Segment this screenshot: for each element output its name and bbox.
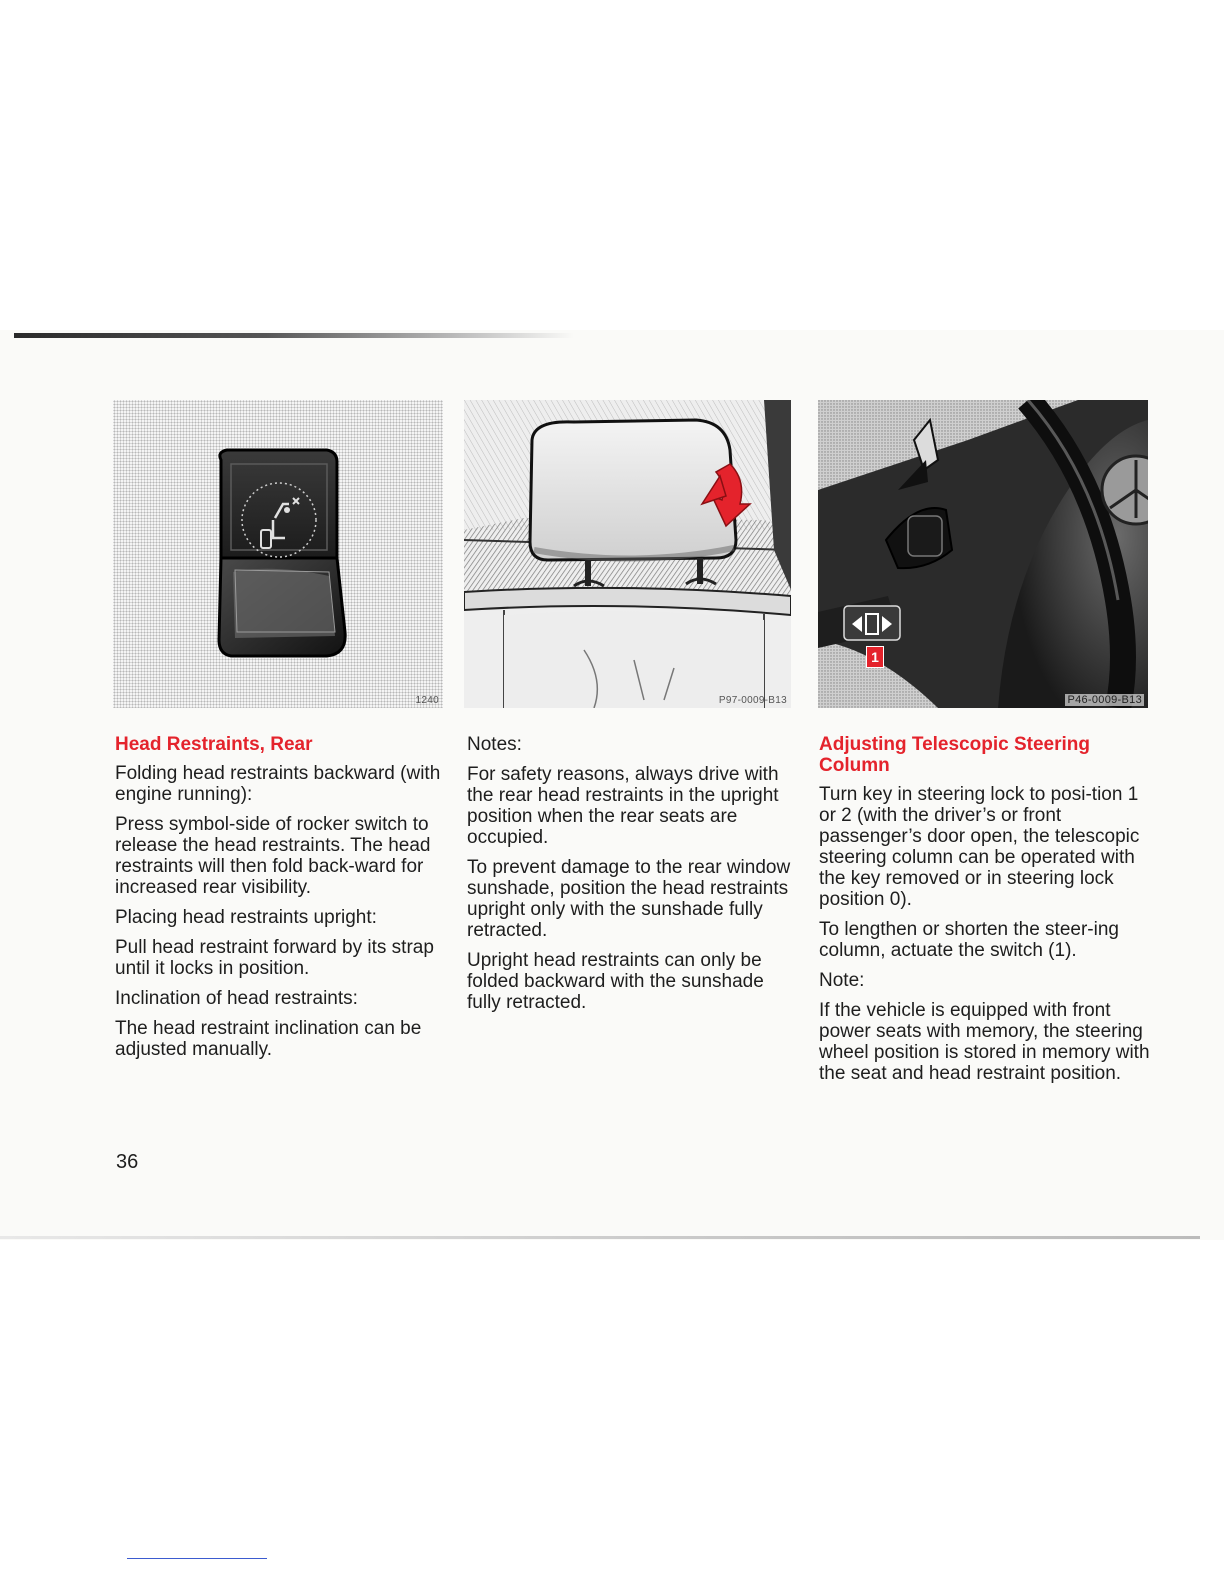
bottom-rule bbox=[0, 1236, 1200, 1239]
paragraph: If the vehicle is equipped with front power seats with memory, the steering wheel position is stored in memory with the seat and head restraint position. bbox=[819, 1000, 1150, 1084]
column-head-restraints bbox=[115, 734, 450, 1069]
heading-telescopic-steering: Adjusting Telescopic Steering Column bbox=[819, 734, 1090, 776]
paragraph: Upright head restraints can only be folded backward with the sunshade fully retracted. bbox=[467, 950, 764, 1013]
paragraph: Folding head restraints backward (with engine running): bbox=[115, 763, 441, 805]
paragraph: To lengthen or shorten the steer-ing column, actuate the switch (1). bbox=[819, 919, 1119, 961]
paragraph: Placing head restraints upright: bbox=[115, 907, 377, 928]
rocker-switch-illustration bbox=[113, 400, 443, 708]
paragraph: Turn key in steering lock to posi-tion 1 or 2 (with the driver’s or front passenger’s door open, the telescopic steering column can be operated with the key removed or in steering lock position 0). bbox=[819, 784, 1140, 910]
footer-rule bbox=[127, 1558, 267, 1559]
note-label: Note: bbox=[819, 970, 865, 991]
figure-steering-column bbox=[818, 400, 1148, 708]
page-number: 36 bbox=[116, 1151, 139, 1173]
figure-code-3: P46-0009-B13 bbox=[1067, 694, 1142, 706]
paragraph: Press symbol-side of rocker switch to release the head restraints. The head restraints will then fold back-ward for increased rear visibility. bbox=[115, 814, 431, 898]
telescope-switch-icon bbox=[844, 606, 900, 640]
top-rule bbox=[14, 333, 574, 338]
column-notes bbox=[467, 734, 802, 1022]
head-restraint-illustration bbox=[464, 400, 791, 708]
figure-rocker-switch bbox=[113, 400, 443, 708]
figure-head-restraint bbox=[464, 400, 791, 708]
callout-1: 1 bbox=[866, 646, 884, 668]
paragraph: The head restraint inclination can be adjusted manually. bbox=[115, 1018, 422, 1060]
paragraph: For safety reasons, always drive with the rear head restraints in the upright position when the rear seats are occupied. bbox=[467, 764, 779, 848]
heading-head-restraints-rear: Head Restraints, Rear bbox=[115, 734, 313, 755]
paragraph: Inclination of head restraints: bbox=[115, 988, 358, 1009]
notes-label: Notes: bbox=[467, 734, 522, 755]
figure-code-2: P97-0009-B13 bbox=[718, 695, 787, 706]
column-telescopic-steering bbox=[819, 734, 1154, 1093]
paragraph: Pull head restraint forward by its strap until it locks in position. bbox=[115, 937, 434, 979]
paragraph: To prevent damage to the rear window sunshade, position the head restraints upright only with the sunshade fully retracted. bbox=[467, 857, 791, 941]
figure-code-1: 1240 bbox=[415, 695, 439, 706]
